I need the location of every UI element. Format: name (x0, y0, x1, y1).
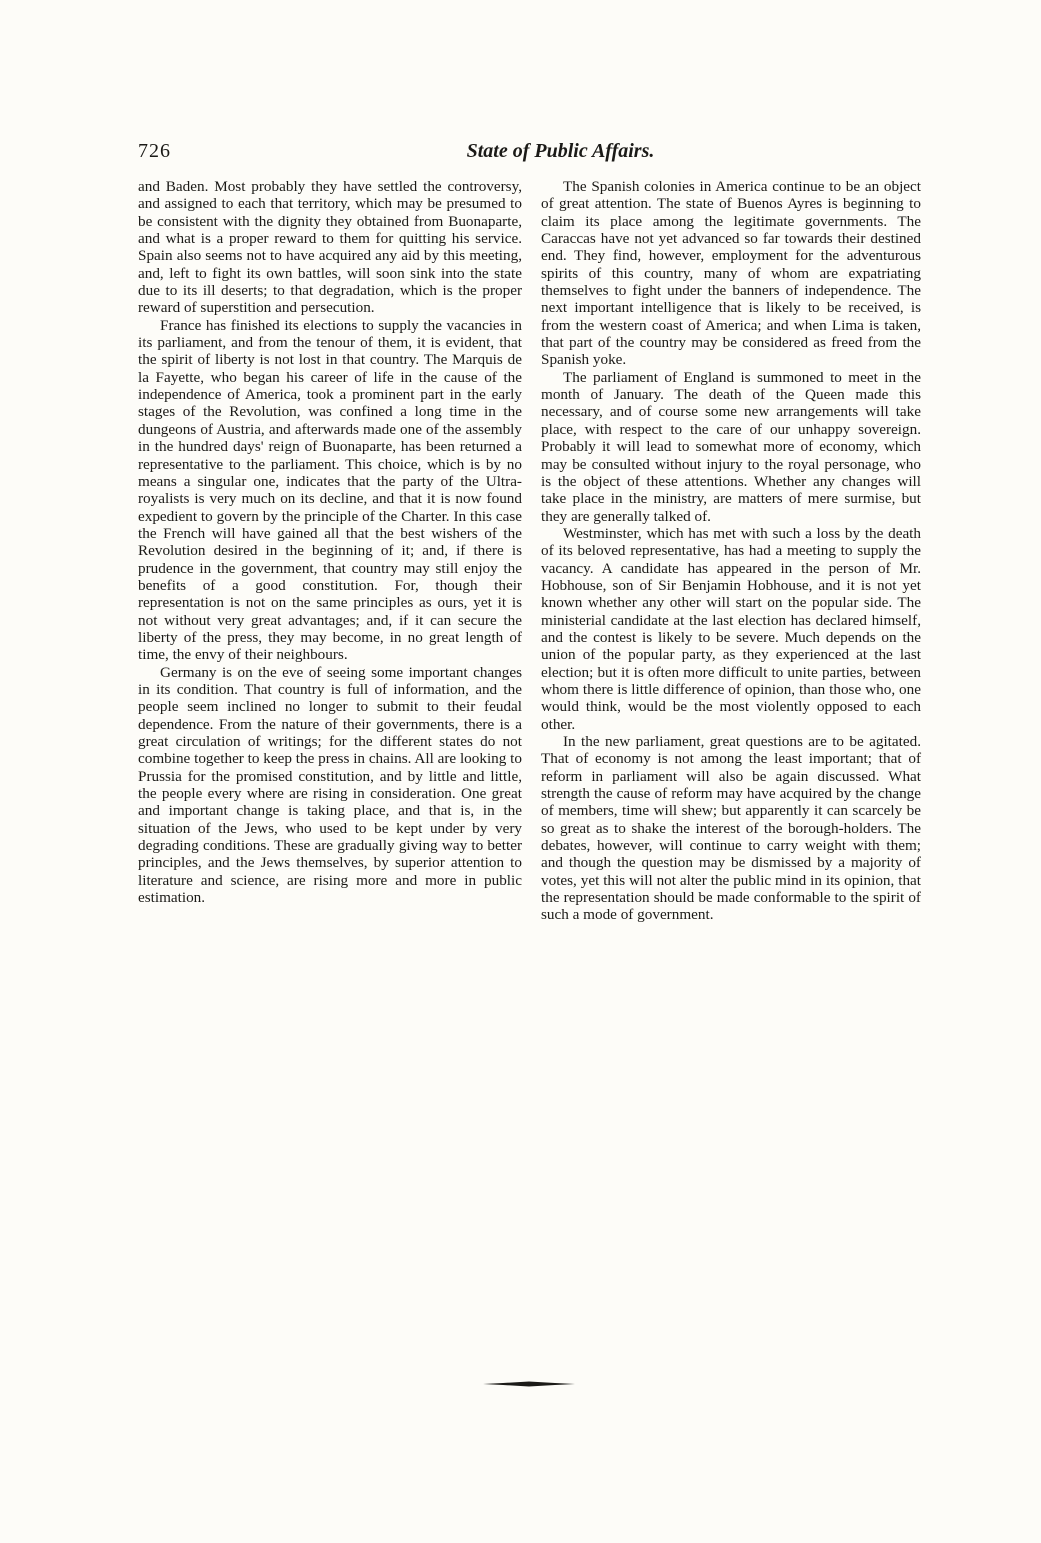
left-column (138, 178, 522, 906)
paragraph-france: France has finished its elections to supply the vacancies in its parliament, and from the tenour of them, it is evident, that the spirit of liberty is not lost in that country. The Marquis de la Fayette, who began his career of life in the cause of the independence of America, took a prominent part in the early stages of the Revolution, was confined a long time in the dungeons of Austria, and afterwards made one of the assembly in the hundred days' reign of Buonaparte, has been returned a representative to the parliament. This choice, which is by no means a singular one, indicates that the party of the Ultra-royalists is very much on its decline, and that it is now found expedient to govern by the principle of the Charter. In this case the French will have gained all that the best wishers of the Revolution desired in the beginning of it; and, if there is prudence in the government, that country may still enjoy the benefits of a good constitution. For, though their representation is not on the same principles as ours, yet it is not without very great advantages; and, if it can secure the liberty of the press, they may become, in no great length of time, the envy of their neighbours. (138, 316, 522, 664)
running-title: State of Public Affairs. (466, 140, 655, 162)
paragraph-westminster: Westminster, which has met with such a loss by the death of its beloved representative, has had a meeting to supply the vacancy. A candidate has appeared in the person of Mr. Hobhouse, son of Sir Benjamin Hobhouse, and it is not yet known whether any other will start on the popular side. The ministerial candidate at the last election has declared himself, and the contest is likely to be severe. Much depends on the union of the popular party, as they experienced at the last election; but it is often more difficult to unite parties, between whom there is little difference of opinion, than those who, one would think, would be the most violently opposed to each other. (541, 524, 921, 733)
paragraph-spanish-colonies: The Spanish colonies in America continue to be an object of great attention. The state of Buenos Ayres is beginning to claim its place among the legitimate governments. The Caraccas have not yet advanced so far towards their destined end. They find, however, employment for the adventurous spirits of this country, many of whom are expatriating themselves to fight under the banners of independence. The next important intelligence that is likely to be received, is from the western coast of America; and when Lima is taken, that part of the country may be considered as freed from the Spanish yoke. (541, 178, 921, 369)
end-ornament-rule (483, 1381, 575, 1387)
paragraph-parliament-england: The parliament of England is summoned to meet in the month of January. The death of the Queen made this necessary, and of course some new arrangements will take place, with respect to the care of our unhappy sovereign. Probably it will lead to somewhat more of economy, which may be consulted without injury to the royal personage, who is the object of these attentions. Whether any changes will take place in the ministry, are matters of mere surmise, but they are generally talked of. (541, 368, 921, 525)
paragraph-germany: Germany is on the eve of seeing some important changes in its condition. That country is full of information, and the people seem inclined no longer to submit to their feudal dependence. From the nature of their governments, there is a great circulation of writings; for the different states do not combine together to keep the press in chains. All are looking to Prussia for the promised constitution, and by little and little, the people every where are rising in consideration. One great and important change is taking place, and that is, in the situation of the Jews, who used to be kept under by very degrading conditions. These are gradually giving way to better principles, and the Jews themselves, by superior attention to literature and science, are rising more and more in public estimation. (138, 663, 522, 907)
paragraph-new-parliament: In the new parliament, great questions are to be agitated. That of economy is not among the least important; that of reform in parliament will also be again discussed. What strength the cause of reform may have acquired by the change of members, time will shew; but apparently it can scarcely be so great as to shake the interest of the borough-holders. The debates, however, will continue to carry weight with them; and though the question may be dismissed by a majority of votes, yet this will not alter the public mind in its opinion, that the representation should be made conformable to the spirit of such a mode of government. (541, 733, 921, 924)
right-column (541, 178, 921, 924)
page-number: 726 (138, 140, 171, 162)
paragraph-baden: and Baden. Most probably they have settled the controversy, and assigned to each that territory, which may be presumed to be consistent with the dignity they obtained from Buonaparte, and what is a proper reward to them for quitting his service. Spain also seems not to have acquired any aid by this meeting, and, left to fight its own battles, will soon sink into the state due to its ill deserts; to that degradation, which is the proper reward of superstition and persecution. (138, 178, 522, 317)
